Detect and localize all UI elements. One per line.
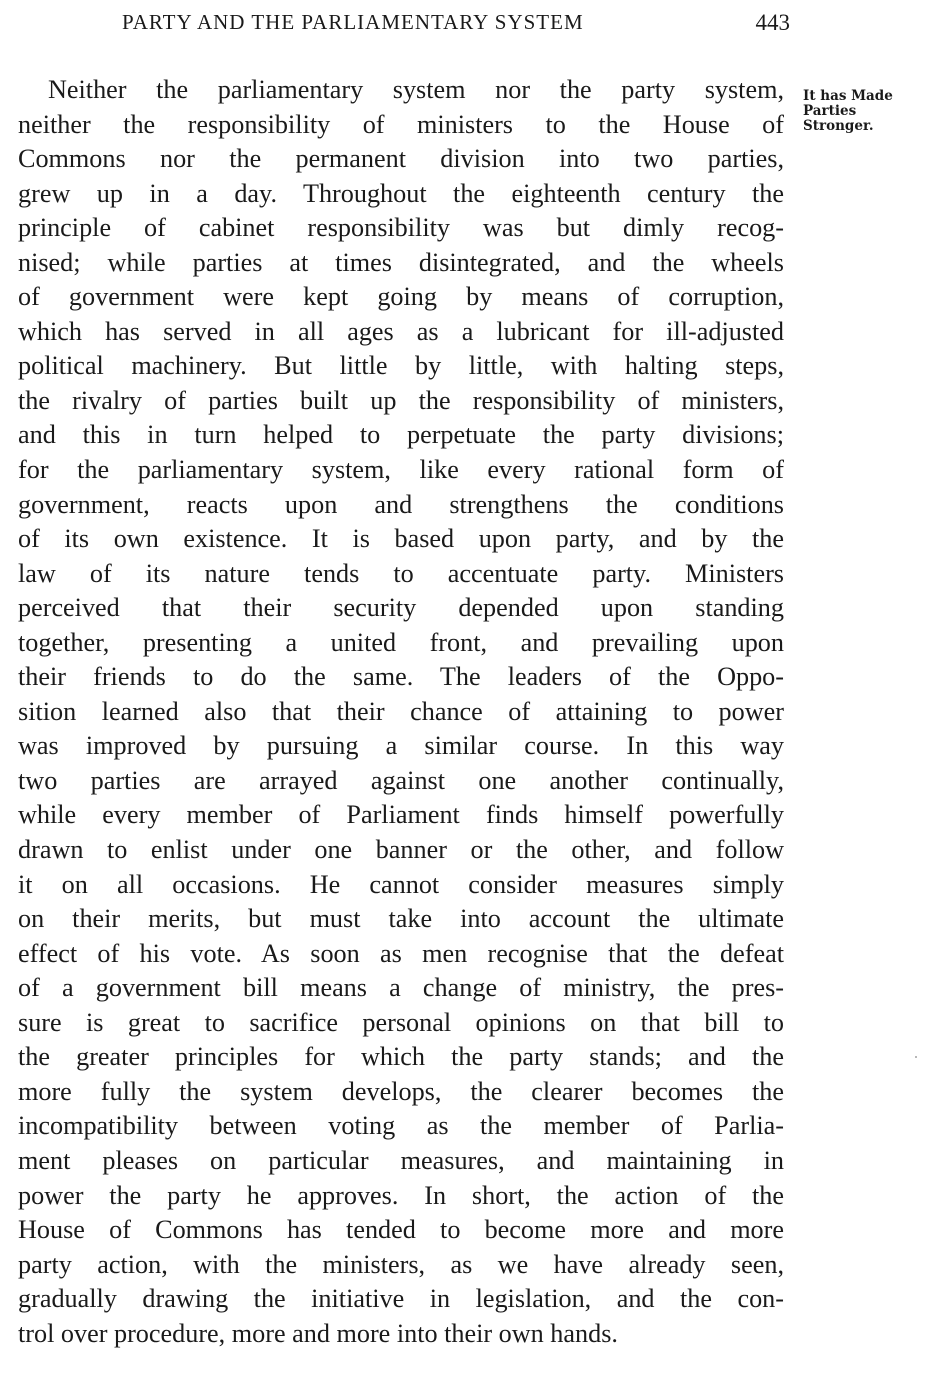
text-line: the rivalry of parties built up the responsibility of ministers,: [18, 385, 784, 415]
text-line: two parties are arrayed against one another continually,: [18, 765, 784, 795]
text-line: was improved by pursuing a similar course. In this way: [18, 731, 784, 761]
text-line: power the party he approves. In short, the action of the: [18, 1180, 784, 1210]
running-title: PARTY AND THE PARLIAMENTARY SYSTEM: [122, 10, 584, 34]
text-line: nised; while parties at times disintegrated, and the wheels: [18, 247, 784, 277]
text-line: sition learned also that their chance of attaining to power: [18, 696, 784, 726]
text-line: ment pleases on particular measures, and maintaining in: [18, 1145, 784, 1175]
page-number: 443: [755, 10, 790, 35]
text-line: grew up in a day. Throughout the eighteenth century the: [18, 178, 784, 208]
text-line: perceived that their security depended upon standing: [18, 593, 784, 623]
text-line: Neither the parliamentary system nor the party system,: [48, 75, 784, 104]
text-line: of its own existence. It is based upon party, and by the: [18, 524, 784, 554]
text-line: while every member of Parliament finds himself powerfully: [18, 800, 784, 830]
text-line: for the parliamentary system, like every rational form of: [18, 455, 784, 485]
text-line: principle of cabinet responsibility was but dimly recog-: [18, 213, 784, 243]
text-line: on their merits, but must take into account the ultimate: [18, 904, 784, 934]
text-line: and this in turn helped to perpetuate the party divisions;: [18, 420, 784, 450]
text-line: party action, with the ministers, as we have already seen,: [18, 1249, 784, 1279]
text-line: together, presenting a united front, and prevailing upon: [18, 627, 784, 657]
margin-note-line: Parties: [803, 103, 857, 119]
text-line: of government were kept going by means of corruption,: [18, 282, 784, 312]
text-line: drawn to enlist under one banner or the other, and follow: [18, 835, 784, 865]
running-head: [122, 10, 790, 38]
body-paragraph: [18, 73, 784, 1351]
text-line: the greater principles for which the party stands; and the: [18, 1042, 784, 1072]
margin-note: [803, 89, 933, 134]
text-line: of a government bill means a change of ministry, the pres-: [18, 973, 784, 1003]
text-line: more fully the system develops, the clearer becomes the: [18, 1076, 784, 1106]
text-line: effect of his vote. As soon as men recognise that the defeat: [18, 938, 784, 968]
text-line: gradually drawing the initiative in legislation, and the con-: [18, 1284, 784, 1314]
text-line: their friends to do the same. The leaders of the Oppo-: [18, 662, 784, 692]
scan-speck: [915, 1056, 917, 1058]
text-line: government, reacts upon and strengthens the conditions: [18, 489, 784, 519]
text-line: Commons nor the permanent division into two parties,: [18, 144, 784, 174]
margin-note-line: Stronger.: [803, 118, 874, 134]
margin-note-line: It has Made: [803, 88, 893, 104]
text-line: political machinery. But little by little, with halting steps,: [18, 351, 784, 381]
text-line: it on all occasions. He cannot consider measures simply: [18, 869, 784, 899]
text-line: sure is great to sacrifice personal opinions on that bill to: [18, 1007, 784, 1037]
text-line: incompatibility between voting as the member of Parlia-: [18, 1111, 784, 1141]
text-line: law of its nature tends to accentuate party. Ministers: [18, 558, 784, 588]
text-line: which has served in all ages as a lubricant for ill-adjusted: [18, 316, 784, 346]
text-line: trol over procedure, more and more into their own hands.: [18, 1318, 618, 1348]
text-line: House of Commons has tended to become more and more: [18, 1215, 784, 1245]
text-line: neither the responsibility of ministers to the House of: [18, 109, 784, 139]
